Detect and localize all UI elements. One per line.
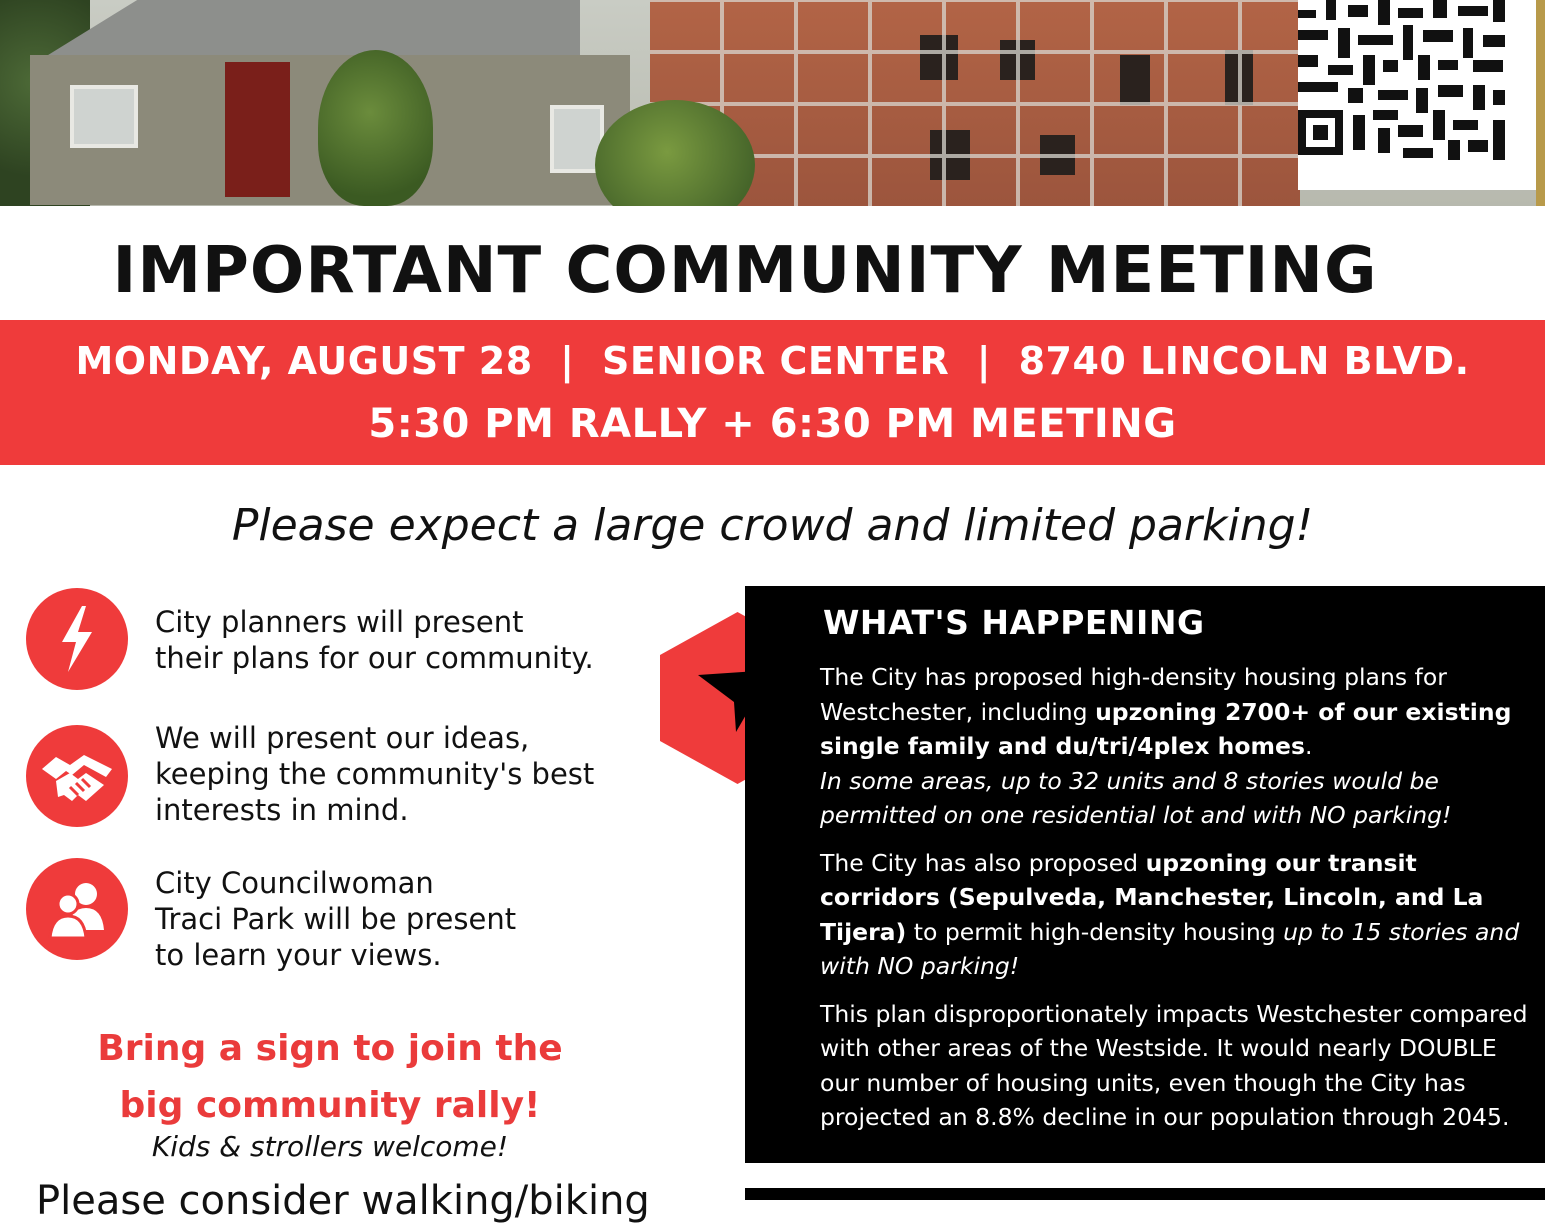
rally-callout: Bring a sign to join the big community rally! xyxy=(97,1028,563,1126)
handshake-icon xyxy=(26,725,128,827)
whats-happening-panel xyxy=(745,586,1545,1163)
kids-welcome: Kids & strollers welcome! xyxy=(151,1130,509,1163)
p1-text: The City has proposed high-density housing plans for Westchester, including xyxy=(820,663,1447,726)
p1-italic: In some areas, up to 32 units and 8 stories would be permitted on one residential lot and with NO parking! xyxy=(820,766,1452,829)
hero-photo xyxy=(0,0,1545,206)
p1-bold: upzoning 2700+ of our existing single family and du/tri/4plex homes xyxy=(820,697,1512,760)
panel-body xyxy=(820,660,1540,1148)
walk-bike-note: Please consider walking/biking xyxy=(36,1178,650,1224)
p2-text-2: to permit high-density housing xyxy=(906,917,1284,946)
paragraph-upzoning-homes xyxy=(820,660,1540,833)
p2-bold: upzoning our transit corridors (Sepulveda, Manchester, Lincoln, and La Tijera) xyxy=(820,848,1484,946)
parking-notice: Please expect a large crowd and limited parking! xyxy=(231,500,1314,551)
event-date-location: MONDAY, AUGUST 28 | SENIOR CENTER | 8740 LINCOLN BLVD. xyxy=(75,339,1470,383)
red-door-image xyxy=(225,62,290,197)
lightning-icon xyxy=(26,588,128,690)
feature-text: City planners will present their plans for our community. xyxy=(155,605,594,675)
event-info-bar xyxy=(0,320,1545,465)
event-times: 5:30 PM RALLY + 6:30 PM MEETING xyxy=(368,401,1177,447)
feature-text: We will present our ideas, keeping the community's best interests in mind. xyxy=(155,721,595,827)
bush-image xyxy=(318,50,433,206)
paragraph-transit-corridors xyxy=(820,846,1540,984)
p2-text: The City has also proposed xyxy=(820,848,1146,877)
feature-text: City Councilwoman Traci Park will be present to learn your views. xyxy=(155,866,517,972)
page-title: IMPORTANT COMMUNITY MEETING xyxy=(112,234,1378,308)
second-panel-edge xyxy=(745,1188,1545,1200)
panel-title: WHAT'S HAPPENING xyxy=(823,603,1205,642)
p1-period: . xyxy=(1304,732,1313,760)
people-icon xyxy=(26,858,128,960)
qr-code-icon[interactable] xyxy=(1298,0,1508,165)
paragraph-impact: This plan disproportionately impacts Westchester compared with other areas of the Westside. It would nearly DOUBLE our number of housing units, even though the City has projected an 8.8% decline in our population through 2045. xyxy=(820,999,1528,1131)
p2-italic: up to 15 stories and with NO parking! xyxy=(820,917,1520,980)
